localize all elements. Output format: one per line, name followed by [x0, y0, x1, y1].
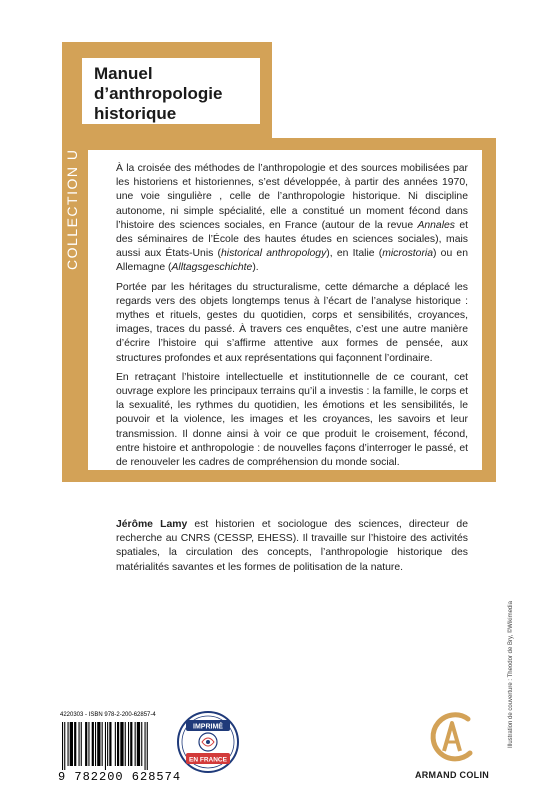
- barcode-bar: [92, 722, 94, 766]
- barcode-bar: [85, 722, 87, 766]
- seal-bottom-text: EN FRANCE: [189, 756, 227, 764]
- blurb-paragraph-1: À la croisée des méthodes de l’anthropologie et des sources mobilisées par les historiens et historiennes, s’est développée, à partir des années 1970, une voie singulière , celle de l’anthropologie historique. Ni discipline autonome, ni simple spécialité, elle a constitué un moment fécond dans l’histoire des sciences sociales, en France (autour de la revue Annales et des séminaires de l’École des hautes études en sciences sociales), mais aussi aux États-Unis (historical anthropology), en Italie (microstoria) ou en Allemagne (Alltagsgeschichte).: [116, 163, 468, 274]
- barcode-bar: [70, 722, 73, 766]
- back-cover-blurb: [116, 162, 468, 475]
- imprime-en-france-seal: [176, 710, 240, 774]
- author-bio: [116, 518, 468, 575]
- barcode-bar: [97, 722, 100, 766]
- barcode-bar: [145, 722, 146, 770]
- title-line-2: d’anthropologie: [94, 84, 223, 103]
- blurb-paragraph-2: Portée par les héritages du structuralisme, cette démarche a déplacé les regards vers des objets longtemps tenus à l’écart de l’analyse historique : mythes et rituels, gestes du quotidien, corps et sensibilités, croyances, images, traces du passé. À travers ces enquêtes, c’est une autre manière d’écrire l’histoire qui s’affirme attentive aux formes de pensée, aux structures profondes et aux représentations qui façonnent l’ordinaire.: [116, 281, 468, 364]
- title-line-3: historique: [94, 104, 177, 123]
- seal-top-text: IMPRIMÉ: [193, 723, 223, 731]
- author-name: Jérôme Lamy: [116, 519, 188, 530]
- barcode-bar: [68, 722, 69, 766]
- collection-label: COLLECTION U: [64, 148, 80, 270]
- barcode-bar: [88, 722, 89, 766]
- barcode-bar: [135, 722, 136, 766]
- armand-colin-logo: [420, 705, 484, 769]
- barcode-bar: [137, 722, 140, 766]
- barcode-bar: [117, 722, 119, 766]
- barcode: [60, 722, 166, 770]
- barcode-bar: [62, 722, 63, 770]
- barcode-bar: [81, 722, 82, 766]
- barcode-bar: [102, 722, 103, 766]
- logo-monogram: AC: [451, 767, 453, 768]
- ean-number: 9 782200 628574: [58, 770, 182, 784]
- blurb-paragraph-3: En retraçant l’histoire intellectuelle et institutionnelle de ce courant, cet ouvrage explore les principaux terrains qu’il a investis : la famille, le corps et la sexualité, les rythmes du quotidien, les émotions et les sensibilités, le pouvoir et la violence, les images et les croyances, les savoirs et leur transmission. Il donne ainsi à voir ce que produit le croisement, fécond, entre histoire et anthropologie : de nouvelles façons d’interroger le passé, et de renouveler les cadres de compréhension du monde social.: [116, 371, 468, 469]
- cover-credit: Illustration de couverture : Theodor de Bry, ©Wikimedia: [508, 601, 514, 748]
- barcode-bar: [95, 722, 96, 766]
- barcode-bar: [74, 722, 76, 766]
- isbn-label: 4220303 - ISBN 978-2-200-62857-4: [60, 712, 156, 718]
- barcode-bar: [130, 722, 132, 766]
- barcode-bar: [107, 722, 108, 766]
- book-title: [94, 64, 264, 124]
- publisher-name: ARMAND COLIN: [414, 770, 490, 780]
- barcode-bar: [147, 722, 148, 770]
- barcode-bar: [109, 722, 111, 766]
- barcode-bar: [120, 722, 123, 766]
- barcode-bar: [141, 722, 142, 766]
- author-description: est historien et sociologue des sciences, directeur de recherche au CNRS (CESSP, EHESS). Il travaille sur l’histoire des activités spatiales, la circulation des concepts, l’anthropologie historique des matérialités savantes et les formes de politisation de la nature.: [116, 519, 468, 573]
- barcode-bar: [115, 722, 116, 766]
- barcode-bar: [64, 722, 65, 770]
- barcode-bar: [79, 722, 80, 766]
- title-line-1: Manuel: [94, 64, 153, 83]
- barcode-bar: [128, 722, 129, 766]
- barcode-bar: [105, 722, 106, 770]
- barcode-bar: [125, 722, 126, 766]
